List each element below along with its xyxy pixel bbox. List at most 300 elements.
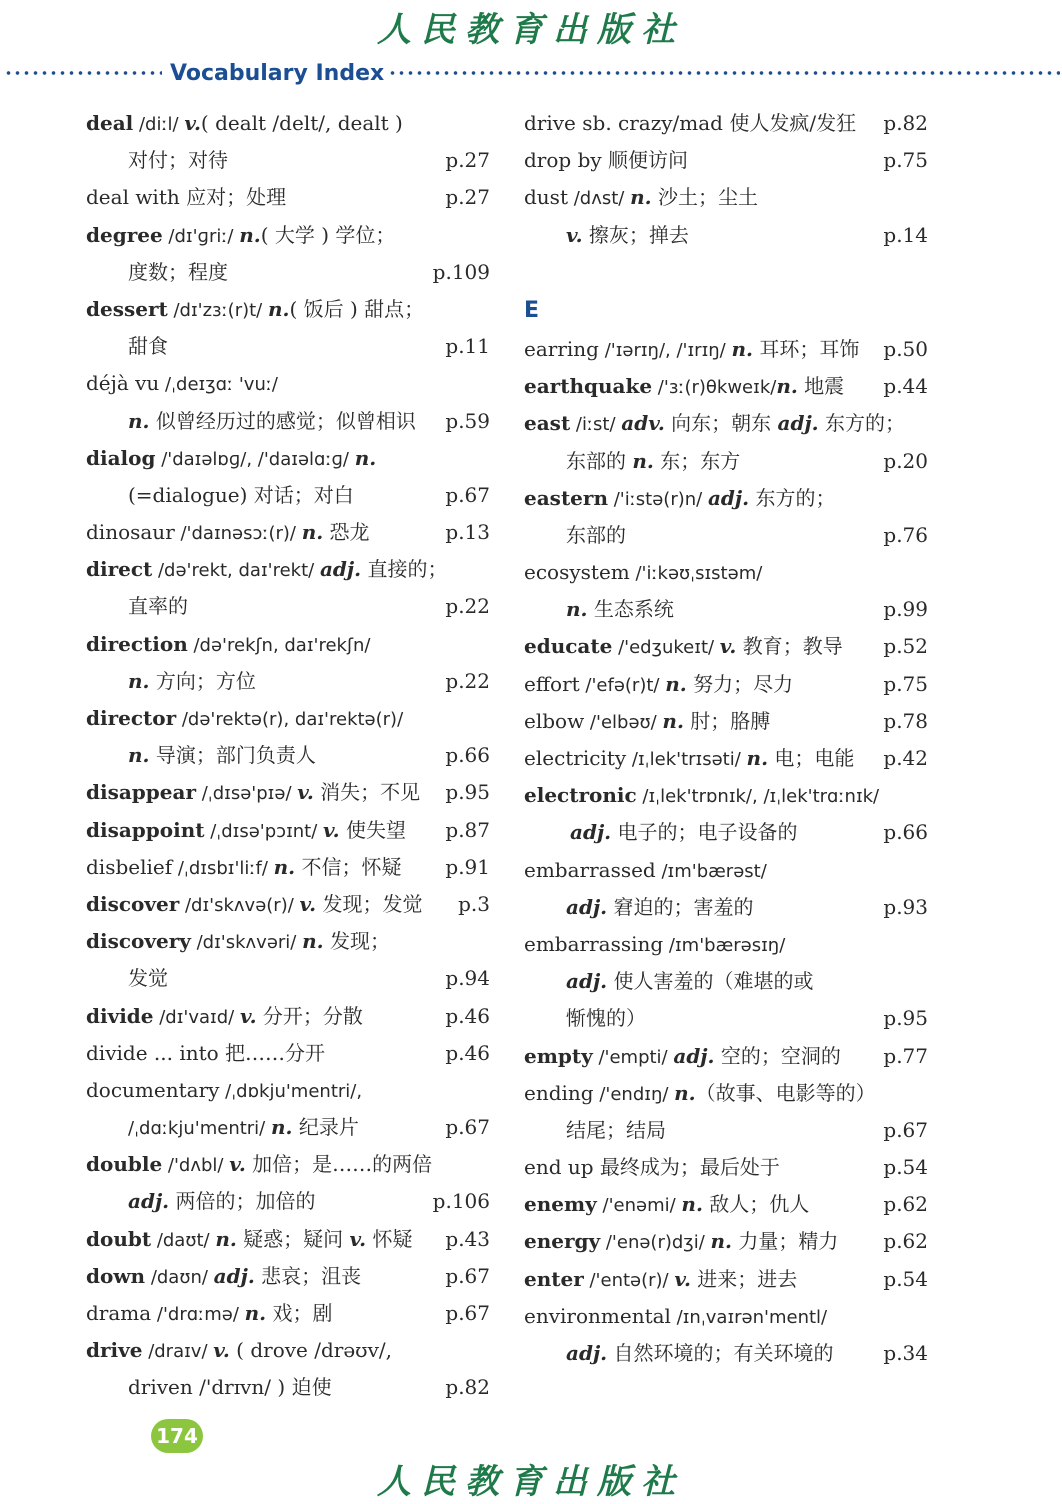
page-reference: p.14 bbox=[883, 222, 928, 247]
index-entry-line bbox=[524, 852, 928, 889]
entry-text bbox=[524, 1186, 877, 1224]
index-entry-line bbox=[86, 663, 490, 700]
entry-text bbox=[86, 1258, 439, 1296]
part-of-speech: adj. bbox=[319, 557, 362, 582]
entry-part: 悲哀；沮丧 bbox=[254, 1263, 362, 1288]
entry-part: 发觉 bbox=[128, 966, 168, 991]
page-reference: p.27 bbox=[445, 185, 490, 210]
entry-part: end up 最终成为；最后处于 bbox=[524, 1155, 780, 1180]
index-entry-line bbox=[86, 774, 490, 811]
entry-part: 擦灰；掸去 bbox=[582, 222, 689, 247]
entry-part: 似曾经历过的感觉；似曾相识 bbox=[149, 408, 416, 433]
page-reference: p.66 bbox=[883, 820, 928, 845]
index-entry-line bbox=[524, 926, 928, 963]
entry-text bbox=[524, 368, 877, 406]
phonetic: /'daɪəlɒɡ/, /'daɪəlɑːɡ/ bbox=[155, 448, 355, 470]
entry-part: 肘；胳膊 bbox=[683, 708, 771, 733]
part-of-speech: v. bbox=[229, 1152, 246, 1177]
phonetic: /iːst/ bbox=[570, 414, 622, 436]
part-of-speech: n. bbox=[746, 746, 769, 770]
entry-text bbox=[86, 1035, 439, 1072]
header-dots-left bbox=[4, 70, 162, 76]
entry-part: 努力；尽力 bbox=[686, 671, 794, 696]
publisher-logo-top: 人民教育出版社 bbox=[377, 9, 685, 50]
headword: drive bbox=[86, 1338, 143, 1363]
entry-part: 直接的； bbox=[361, 557, 448, 582]
entry-part: 东部的 bbox=[566, 522, 626, 547]
entry-part: 分开；分散 bbox=[256, 1003, 363, 1028]
page-reference: p.106 bbox=[432, 1189, 490, 1214]
part-of-speech: n. bbox=[270, 1115, 293, 1140]
index-entry-line bbox=[86, 514, 490, 551]
index-entry-line bbox=[524, 814, 928, 851]
part-of-speech: adj. bbox=[570, 820, 612, 845]
entry-part: 进来；进去 bbox=[690, 1266, 798, 1291]
part-of-speech: n. bbox=[354, 445, 377, 470]
entry-part: 电；电能 bbox=[768, 746, 855, 770]
headword: enter bbox=[524, 1266, 584, 1291]
entry-text bbox=[524, 405, 928, 443]
part-of-speech: adj. bbox=[777, 411, 819, 436]
part-of-speech: n. bbox=[301, 520, 324, 545]
entry-text bbox=[86, 923, 490, 961]
phonetic: /ˌdɒkju'mentri/, bbox=[219, 1080, 363, 1102]
index-entry-line bbox=[86, 849, 490, 886]
entry-text bbox=[86, 217, 490, 255]
entry-text bbox=[524, 105, 877, 142]
entry-part: 自然环境的；有关环境的 bbox=[607, 1341, 834, 1365]
entry-part: deal with 应对；处理 bbox=[86, 185, 287, 210]
phonetic: /ˌdeɪʒɑː 'vuː/ bbox=[159, 374, 278, 396]
entry-text bbox=[524, 703, 877, 741]
phonetic: /dɪ'skʌvə(r)/ bbox=[179, 894, 300, 916]
header-dots-right bbox=[388, 70, 1060, 76]
entry-text bbox=[524, 1149, 877, 1186]
phonetic: /'ɪərɪŋ/, /'ɪrɪŋ/ bbox=[598, 339, 732, 361]
entry-part: 沙土；尘土 bbox=[651, 185, 758, 210]
entry-part: 加倍；是……的两倍 bbox=[245, 1152, 433, 1177]
phonetic: /ɪm'bærəst/ bbox=[655, 860, 767, 882]
entry-part: documentary bbox=[86, 1077, 220, 1102]
page-reference: p.62 bbox=[883, 1229, 928, 1254]
index-entry-line bbox=[86, 440, 490, 477]
entry-text bbox=[524, 740, 877, 778]
page-reference: p.62 bbox=[883, 1192, 928, 1217]
index-entry-line bbox=[524, 703, 928, 740]
page-reference: p.67 bbox=[883, 1117, 928, 1142]
index-entry-line bbox=[524, 1261, 928, 1298]
headword: disappoint bbox=[86, 817, 205, 842]
index-entry-line bbox=[86, 551, 490, 588]
entry-text bbox=[566, 443, 877, 480]
phonetic: /ɪm'bærəsɪŋ/ bbox=[663, 934, 786, 956]
part-of-speech: v. bbox=[349, 1226, 367, 1251]
entry-part: 戏；剧 bbox=[266, 1301, 333, 1325]
index-entry-line bbox=[524, 217, 928, 254]
page-reference: p.95 bbox=[883, 1006, 928, 1031]
entry-text bbox=[570, 814, 877, 851]
entry-part: elbow bbox=[524, 708, 585, 733]
entry-part: embarrassed bbox=[524, 857, 656, 882]
index-entry-line bbox=[524, 1186, 928, 1223]
entry-text bbox=[524, 480, 928, 518]
entry-text bbox=[524, 1223, 877, 1261]
headword: down bbox=[86, 1263, 146, 1288]
page-reference: p.93 bbox=[883, 894, 928, 919]
index-entry-line bbox=[86, 477, 490, 514]
index-entry-line bbox=[86, 886, 490, 923]
headword: discover bbox=[86, 891, 180, 916]
index-entry-line bbox=[86, 700, 490, 737]
page-reference: p.54 bbox=[883, 1266, 928, 1291]
entry-text bbox=[128, 1369, 439, 1406]
part-of-speech: adj. bbox=[213, 1263, 255, 1288]
entry-part: 疑惑；疑问 bbox=[236, 1226, 350, 1251]
phonetic: /'dʌbl/ bbox=[162, 1155, 230, 1177]
index-entry-line bbox=[86, 1146, 490, 1183]
part-of-speech: n. bbox=[632, 448, 654, 473]
entry-text bbox=[566, 591, 877, 628]
page-reference: p.75 bbox=[883, 671, 928, 696]
index-entry-line bbox=[524, 517, 928, 554]
index-entry-line bbox=[86, 737, 490, 774]
phonetic: /də'rekʃn, daɪ'rekʃn/ bbox=[187, 634, 371, 656]
page-reference: p.42 bbox=[883, 746, 928, 770]
entry-part: ending bbox=[524, 1080, 594, 1105]
entry-part: ( drove /drəʊv/, bbox=[229, 1338, 392, 1363]
index-entry-line bbox=[524, 1000, 928, 1037]
index-entry-line bbox=[86, 960, 490, 997]
headword: direct bbox=[86, 557, 153, 582]
part-of-speech: v. bbox=[323, 817, 340, 842]
part-of-speech: n. bbox=[662, 708, 684, 733]
page-reference: p.77 bbox=[883, 1043, 928, 1068]
page-reference: p.22 bbox=[445, 668, 490, 693]
entry-part: 直率的 bbox=[128, 594, 188, 619]
phonetic: /'daɪnəsɔː(r)/ bbox=[174, 523, 302, 545]
page-reference: p.50 bbox=[883, 336, 928, 361]
entry-text bbox=[128, 403, 439, 440]
entry-text bbox=[524, 777, 928, 815]
page-reference: p.43 bbox=[445, 1226, 490, 1251]
page-reference: p.95 bbox=[445, 780, 490, 805]
part-of-speech: n. bbox=[776, 374, 798, 399]
part-of-speech: v. bbox=[184, 111, 201, 135]
index-entry-line bbox=[524, 777, 928, 814]
page-reference: p.44 bbox=[883, 374, 928, 399]
index-entry-line bbox=[86, 1258, 490, 1295]
part-of-speech: adj. bbox=[566, 969, 608, 994]
headword: eastern bbox=[524, 485, 608, 510]
part-of-speech: n. bbox=[128, 668, 150, 693]
entry-text bbox=[128, 960, 439, 997]
page-reference: p.22 bbox=[445, 594, 490, 619]
entry-text bbox=[524, 666, 877, 704]
headword: divide bbox=[86, 1003, 154, 1028]
part-of-speech: n. bbox=[267, 296, 290, 321]
page-reference: p.20 bbox=[883, 448, 928, 473]
part-of-speech: v. bbox=[239, 1003, 257, 1028]
index-entry-line bbox=[524, 179, 928, 216]
entry-text bbox=[128, 737, 439, 774]
part-of-speech: n. bbox=[566, 597, 588, 622]
phonetic: /də'rekt, daɪ'rekt/ bbox=[152, 560, 320, 582]
index-entry-line bbox=[86, 923, 490, 960]
part-of-speech: n. bbox=[731, 336, 753, 361]
page-reference: p.11 bbox=[445, 334, 490, 359]
entry-text bbox=[524, 1075, 928, 1113]
headword: degree bbox=[86, 222, 163, 247]
page-reference: p.52 bbox=[883, 634, 928, 659]
page-reference: p.91 bbox=[445, 854, 490, 879]
entry-part: (=dialogue) 对话；对白 bbox=[128, 482, 354, 507]
index-entry-line bbox=[524, 889, 928, 926]
entry-text bbox=[86, 105, 490, 143]
entry-part: （故事、电影等的） bbox=[695, 1080, 876, 1105]
entry-text bbox=[86, 1295, 439, 1333]
entry-part: environmental bbox=[524, 1303, 671, 1328]
page-reference: p.109 bbox=[432, 259, 490, 284]
phonetic: /'iːkəʊˌsɪstəm/ bbox=[629, 563, 763, 585]
entry-part: 敌人；仇人 bbox=[702, 1192, 810, 1217]
part-of-speech: v. bbox=[719, 634, 737, 659]
headword: dessert bbox=[86, 296, 168, 321]
page-reference: p.67 bbox=[445, 1263, 490, 1288]
entry-part: 不信；怀疑 bbox=[295, 854, 402, 879]
entry-part: driven /'drɪvn/ ) 迫使 bbox=[128, 1375, 332, 1400]
entry-text bbox=[86, 849, 439, 887]
entry-part: effort bbox=[524, 671, 580, 696]
headword: energy bbox=[524, 1229, 601, 1254]
page-reference: p.82 bbox=[445, 1375, 490, 1400]
blank-line bbox=[524, 254, 928, 291]
page-reference: p.87 bbox=[445, 817, 490, 842]
entry-part: electricity bbox=[524, 746, 627, 770]
page-reference: p.99 bbox=[883, 597, 928, 622]
index-entry-line bbox=[524, 1149, 928, 1186]
index-entry-line bbox=[86, 1109, 490, 1146]
part-of-speech: n. bbox=[244, 1301, 267, 1325]
index-entry-line bbox=[524, 443, 928, 480]
part-of-speech: n. bbox=[239, 222, 261, 247]
index-entry-line bbox=[86, 217, 490, 254]
headword: disappear bbox=[86, 780, 196, 805]
index-entry-line bbox=[524, 368, 928, 405]
page-reference: p.67 bbox=[445, 1301, 490, 1325]
phonetic: /'efə(r)t/ bbox=[579, 674, 666, 696]
phonetic: /ˌdɪsə'pɔɪnt/ bbox=[204, 820, 324, 842]
entry-text bbox=[128, 588, 439, 625]
index-entry-line bbox=[524, 142, 928, 179]
entry-part: ( dealt /delt/, dealt ) bbox=[200, 111, 403, 135]
entry-part: ( 大学 ) 学位； bbox=[260, 222, 396, 247]
entry-part: dust bbox=[524, 185, 568, 210]
entry-text bbox=[86, 440, 490, 478]
entry-text bbox=[128, 477, 439, 514]
entry-part: 窘迫的；害羞的 bbox=[607, 894, 754, 919]
entry-part: 惭愧的） bbox=[566, 1006, 646, 1031]
part-of-speech: n. bbox=[665, 671, 687, 696]
index-entry-line bbox=[86, 105, 490, 142]
entry-part: 东部的 bbox=[566, 448, 633, 473]
section-header bbox=[0, 58, 1062, 90]
headword: electronic bbox=[524, 783, 637, 808]
entry-part: drama bbox=[86, 1301, 152, 1325]
letter-heading: E bbox=[524, 297, 540, 323]
index-entry-line bbox=[524, 1335, 928, 1372]
part-of-speech: adj. bbox=[566, 1341, 608, 1365]
entry-text bbox=[86, 365, 490, 403]
entry-text bbox=[86, 179, 439, 216]
entry-text bbox=[86, 1146, 490, 1184]
index-entry-line bbox=[86, 1332, 490, 1369]
index-entry-line bbox=[524, 1112, 928, 1149]
entry-text bbox=[86, 700, 490, 738]
part-of-speech: n. bbox=[674, 1080, 696, 1105]
phonetic: /'empti/ bbox=[592, 1046, 674, 1068]
index-entry-line bbox=[524, 405, 928, 442]
index-entry-line bbox=[524, 554, 928, 591]
entry-part: 力量；精力 bbox=[732, 1229, 839, 1254]
index-entry-line bbox=[86, 403, 490, 440]
part-of-speech: n. bbox=[128, 743, 150, 768]
phonetic: /'entə(r)/ bbox=[583, 1269, 675, 1291]
entry-text bbox=[524, 179, 928, 217]
page-reference: p.34 bbox=[883, 1341, 928, 1365]
page-reference: p.94 bbox=[445, 966, 490, 991]
publisher-logo-bottom: 人民教育出版社 bbox=[377, 1461, 685, 1502]
phonetic: /'enəmi/ bbox=[596, 1195, 682, 1217]
page-reference: p.54 bbox=[883, 1155, 928, 1180]
entry-part: 电子的；电子设备的 bbox=[611, 820, 798, 845]
entry-text bbox=[524, 1038, 877, 1076]
headword: deal bbox=[86, 111, 134, 135]
index-entry-line bbox=[524, 1298, 928, 1335]
entry-text bbox=[86, 514, 439, 552]
index-entry-line bbox=[86, 588, 490, 625]
phonetic: /diːl/ bbox=[133, 114, 185, 135]
entry-text bbox=[566, 889, 877, 926]
part-of-speech: v. bbox=[566, 222, 583, 247]
part-of-speech: v. bbox=[674, 1266, 691, 1291]
entry-text bbox=[566, 1000, 877, 1037]
index-entry-line bbox=[524, 591, 928, 628]
page-reference: p.59 bbox=[445, 408, 490, 433]
page-reference: p.75 bbox=[883, 148, 928, 173]
section-title: Vocabulary Index bbox=[170, 61, 385, 86]
entry-part: 发现； bbox=[323, 929, 390, 954]
entry-text bbox=[86, 1221, 439, 1259]
entry-text bbox=[128, 328, 439, 365]
entry-part: drive sb. crazy/mad 使人发疯/发狂 bbox=[524, 111, 857, 135]
entry-part: disbelief bbox=[86, 854, 173, 879]
entry-part: 东；东方 bbox=[653, 448, 741, 473]
phonetic: /ɪˌlek'trɪsəti/ bbox=[626, 749, 747, 770]
phonetic: /daʊt/ bbox=[151, 1229, 216, 1251]
headword: earthquake bbox=[524, 374, 653, 399]
phonetic: /dɪ'vaɪd/ bbox=[153, 1006, 240, 1028]
part-of-speech: adj. bbox=[128, 1189, 170, 1214]
entry-part: 使失望 bbox=[339, 817, 406, 842]
part-of-speech: adv. bbox=[621, 411, 665, 436]
phonetic: /ɪnˌvaɪrən'mentl/ bbox=[670, 1306, 828, 1328]
entry-part: 向东；朝东 bbox=[664, 411, 778, 436]
page-reference: p.67 bbox=[445, 482, 490, 507]
headword: direction bbox=[86, 631, 188, 656]
phonetic: /ˌdɑːkju'mentri/ bbox=[128, 1118, 271, 1140]
phonetic: /'edʒukeɪt/ bbox=[612, 637, 720, 659]
part-of-speech: v. bbox=[299, 891, 317, 916]
index-entry-line bbox=[86, 365, 490, 402]
entry-part: 东方的； bbox=[749, 485, 836, 510]
phonetic: /dɪ'skʌvəri/ bbox=[190, 932, 303, 954]
index-column-left bbox=[86, 105, 490, 1407]
headword: double bbox=[86, 1152, 163, 1177]
index-entry-line bbox=[86, 1369, 490, 1406]
entry-part: 方向；方位 bbox=[149, 668, 256, 693]
index-entry-line bbox=[86, 1035, 490, 1072]
entry-part: 生态系统 bbox=[587, 597, 674, 622]
page-reference: p.66 bbox=[445, 743, 490, 768]
entry-part: 两倍的；加倍的 bbox=[169, 1189, 316, 1214]
phonetic: /'iːstə(r)n/ bbox=[607, 488, 708, 510]
page-reference: p.46 bbox=[445, 1040, 490, 1065]
entry-text bbox=[86, 998, 439, 1036]
entry-text bbox=[128, 1183, 427, 1220]
entry-part: dinosaur bbox=[86, 520, 175, 545]
entry-text bbox=[128, 1109, 439, 1147]
index-entry-line bbox=[524, 105, 928, 142]
phonetic: /'ɜː(r)θkweɪk/ bbox=[652, 377, 777, 399]
part-of-speech: v. bbox=[297, 780, 314, 805]
entry-text bbox=[566, 963, 928, 1000]
index-entry-line bbox=[86, 179, 490, 216]
entry-part: déjà vu bbox=[86, 371, 160, 396]
index-entry-line bbox=[524, 331, 928, 368]
index-entry-line bbox=[86, 1183, 490, 1220]
phonetic: /'enə(r)dʒi/ bbox=[600, 1232, 711, 1254]
entry-text bbox=[566, 1335, 877, 1372]
entry-text bbox=[524, 331, 877, 369]
entry-text bbox=[524, 926, 928, 964]
page-reference: p.78 bbox=[883, 708, 928, 733]
headword: educate bbox=[524, 634, 613, 659]
entry-part: 纪录片 bbox=[292, 1115, 359, 1140]
index-entry-line bbox=[524, 480, 928, 517]
entry-text bbox=[86, 551, 490, 589]
entry-part: 发现；发觉 bbox=[316, 891, 423, 916]
entry-part: 耳环；耳饰 bbox=[752, 336, 860, 361]
entry-part: divide ... into 把……分开 bbox=[86, 1040, 326, 1065]
entry-part: ecosystem bbox=[524, 560, 630, 585]
entry-text bbox=[566, 1112, 877, 1149]
index-entry-line bbox=[524, 628, 928, 665]
entry-text bbox=[86, 812, 439, 850]
part-of-speech: n. bbox=[273, 854, 296, 879]
phonetic: /'drɑːmə/ bbox=[151, 1304, 245, 1325]
entry-part: 使人害羞的（难堪的或 bbox=[607, 969, 814, 994]
part-of-speech: n. bbox=[128, 408, 150, 433]
entry-text bbox=[566, 217, 877, 254]
entry-text bbox=[524, 1261, 877, 1299]
entry-part: 甜食 bbox=[128, 334, 168, 359]
entry-text bbox=[86, 774, 439, 812]
page-reference: p.3 bbox=[458, 891, 490, 916]
part-of-speech: n. bbox=[630, 185, 652, 210]
entry-text bbox=[524, 554, 928, 592]
headword: director bbox=[86, 706, 177, 730]
entry-text bbox=[128, 254, 427, 291]
